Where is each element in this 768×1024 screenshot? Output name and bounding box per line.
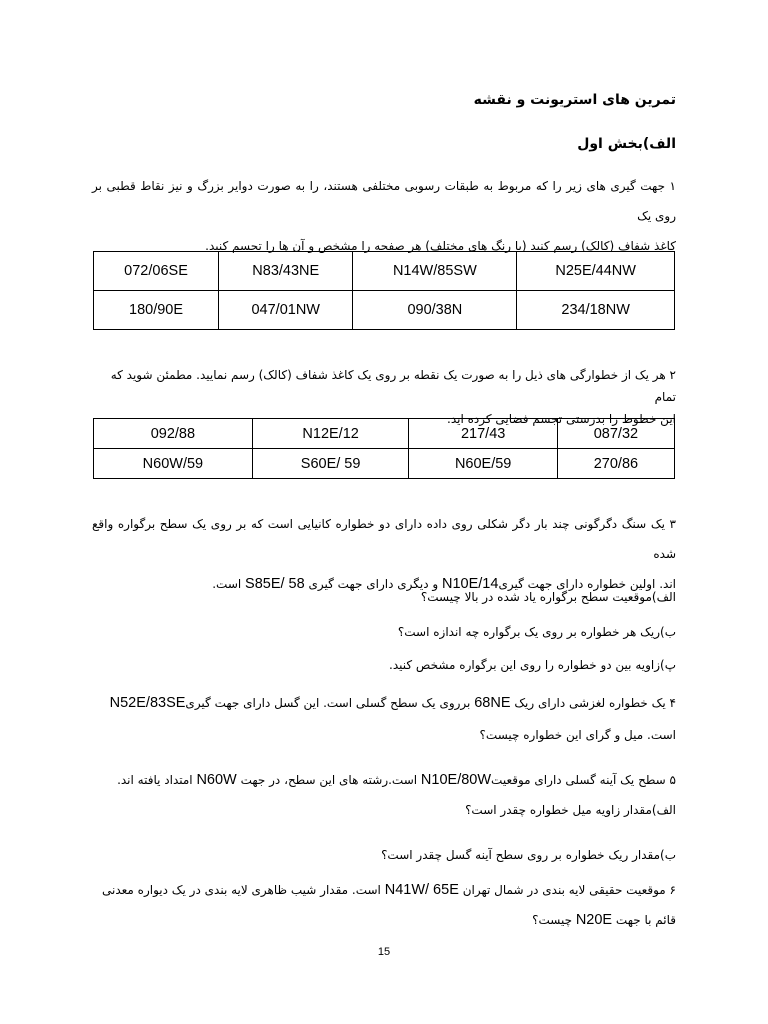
question-3-text — [92, 509, 676, 599]
question-6-text — [92, 875, 676, 935]
question-5b: ب)مقدار ریک خطواره بر روی سطح آینه گسل چقدر است؟ — [381, 848, 676, 862]
question-3-line-2: اند. اولین خطواره دارای جهت گیریN10E/14 و دیگری دارای جهت گیری S85E/ 58 است. — [212, 576, 676, 592]
question-3-line-1: ۳ یک سنگ دگرگونی چند بار دگر شکلی روی داده دارای دو خطواره کانیایی است که بر روی یک سطح برگواره واقع شده — [92, 517, 676, 561]
question-2-line-1: ۲ هر یک از خطوارگی های ذیل را به صورت یک نقطه بر روی یک کاغذ شفاف (کالک) رسم نمایید. مطمئن شوید که تمام — [110, 368, 676, 404]
question-1-line-2: کاغذ شفاف (کالک) رسم کنید (با رنگ های مختلف) هر صفحه را مشخص و آن ها را تجسم کنید. — [205, 239, 676, 253]
question-4-line-2: است. میل و گرای این خطواره چیست؟ — [479, 728, 676, 742]
table-cell: N83/43NE — [219, 252, 353, 291]
question-2-line-2: این خطوط را بدرستی تجسم فضایی کرده اید. — [447, 412, 676, 426]
table-row — [94, 449, 675, 479]
fault-plane-value: N10E/80W — [420, 772, 492, 788]
table-row — [94, 291, 675, 330]
lineation-1-value: N10E/14 — [442, 576, 499, 592]
table-cell: 234/18NW — [517, 291, 675, 330]
table-cell: S60E/ 59 — [252, 449, 409, 479]
question-4-line-1: ۴ یک خطواره لغزشی دارای ریک 68NE برروی یک سطح گسلی است. این گسل دارای جهت گیریN52E/83SE — [109, 695, 676, 711]
table-cell: 092/88 — [94, 419, 253, 449]
table-cell: N14W/85SW — [353, 252, 517, 291]
question-6-line-1: ۶ موقعیت حقیقی لایه بندی در شمال تهران N41W/ 65E است. مقدار شیب ظاهری لایه بندی در یک دیواره معدنی — [102, 882, 676, 898]
table-cell: 047/01NW — [219, 291, 353, 330]
fault-orientation-value: N52E/83SE — [109, 695, 186, 711]
table-cell: 090/38N — [353, 291, 517, 330]
lineation-table — [93, 418, 675, 479]
question-6-line-2: قائم با جهت N20E چیست؟ — [532, 912, 676, 928]
question-4-text — [92, 687, 676, 751]
table-cell: N12E/12 — [252, 419, 409, 449]
page-title: تمرین های استریونت و نقشه — [473, 92, 676, 108]
page-number: 15 — [377, 946, 391, 958]
table-cell: N60W/59 — [94, 449, 253, 479]
bedding-orientation-value: N41W/ 65E — [384, 882, 459, 898]
table-cell: 087/32 — [557, 419, 674, 449]
section-heading: الف)بخش اول — [577, 136, 676, 152]
table-row — [94, 419, 675, 449]
table-row — [94, 252, 675, 291]
rake-value: 68NE — [474, 695, 511, 711]
table-cell: N25E/44NW — [517, 252, 675, 291]
table-cell: 072/06SE — [94, 252, 219, 291]
table-cell: 217/43 — [409, 419, 557, 449]
table-cell: 270/86 — [557, 449, 674, 479]
table-cell: 180/90E — [94, 291, 219, 330]
question-1-text — [92, 171, 676, 261]
table-cell: N60E/59 — [409, 449, 557, 479]
lineation-2-value: S85E/ 58 — [245, 576, 305, 592]
question-5-text — [92, 765, 676, 825]
wall-direction-value: N20E — [575, 912, 613, 928]
strike-dip-table — [93, 251, 675, 330]
question-3a: الف)موقعیت سطح برگواره یاد شده در بالا چیست؟ — [420, 590, 676, 604]
question-3c: پ)زاویه بین دو خطواره را روی این برگواره مشخص کنید. — [389, 658, 676, 672]
question-1-line-1: ۱ جهت گیری های زیر را که مربوط به طبقات رسوبی مختلفی هستند، را به صورت دوایر بزرگ و نیز نقاط قطبی بر روی یک — [92, 179, 676, 223]
question-3b: ب)ریک هر خطواره بر روی یک برگواره چه اندازه است؟ — [397, 625, 676, 639]
question-5a: الف)مقدار زاویه میل خطواره چقدر است؟ — [465, 803, 676, 817]
striation-direction-value: N60W — [196, 772, 237, 788]
question-5-line-1: ۵ سطح یک آینه گسلی دارای موقعیتN10E/80W است.رشته های این سطح، در جهت N60W امتداد یافته اند. — [117, 772, 676, 788]
